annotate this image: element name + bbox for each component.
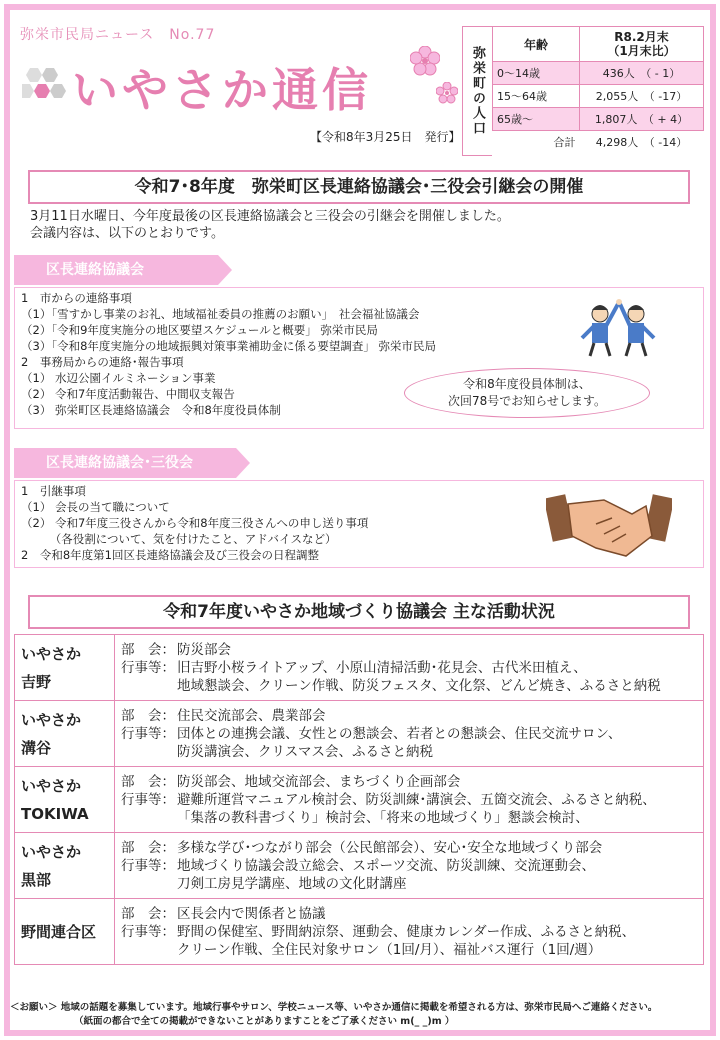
list-item: （2）「令和9年度実施分の地区要望スケジュールと概要」 弥栄市民局 [21,323,378,337]
population-col-age: 年齢 [493,27,580,62]
activities-table [14,634,704,965]
population-col-value: R8.2月末 （1月末比） [580,27,704,62]
headline-meeting: 令和7･8年度 弥栄町区長連絡協議会･三役会引継会の開催 [28,170,690,204]
section-tab-council-officers: 区長連絡協議会･三役会 [14,448,236,478]
population-row: 65歳～ 1,807人 （ + 4） [493,108,704,131]
newsletter-title: いやさか通信 [72,63,372,117]
table-row: いやさか 溝谷 部 会： 住民交流部会、農業部会 行事等： 団体との連携会議、女性との懇談会、若者との懇談会、住民交流サロン、 防災講演会、クリスマス会、ふるさと納税 [15,701,704,767]
list-item: （3）「令和8年度実施分の地域振興対策事業補助金に係る要望調査」 弥栄市民局 [21,339,437,353]
cherry-blossom-small-icon [436,82,458,104]
footer-notice: ＜お願い＞ 地域の話題を募集しています。地域行事やサロン、学校ニュース等、いやさか通信に掲載を希望される方は、弥栄市民局へご連絡ください。 （紙面の都合で全ての掲載ができないことがありますことをご了承ください m(_ _)m ） [10,1002,658,1027]
list-item: （2） 令和7年度三役さんから令和8年度三役さんへの申し送り事項 [21,516,369,530]
cherry-blossom-icon [410,46,440,76]
population-table [492,26,704,153]
population-side-label: 弥栄町の人口 [462,26,492,156]
notice-speech-bubble: 令和8年度役員体制は、 次回78号でお知らせします。 [404,368,650,418]
table-row: 野間連合区 部 会： 区長会内で関係者と協議 行事等： 野間の保健室、野間納涼祭、運動会、健康カレンダー作成、ふるさと納税、 クリーン作戦、全住民対象サロン（1回/月）、福祉バス運行（1回/週） [15,899,704,965]
population-total-row: 合計 4,298人 （ -14） [553,136,688,149]
table-row: いやさか 黒部 部 会： 多様な学び･つながり部会（公民館部会）、安心･安全な地域づくり部会 行事等： 地域づくり協議会設立総会、スポーツ交流、防災訓練、交流運動会、 刀剣工房見学講座、地域の文化財講座 [15,833,704,899]
list-item: 2 令和8年度第1回区長連絡協議会及び三役会の日程調整 [21,548,319,562]
list-item: 2 事務局からの連絡･報告事項 [21,355,184,369]
series-label: 弥栄市民局ニュース No.77 [20,27,216,43]
list-item: 1 引継事項 [21,484,86,498]
table-row: いやさか 吉野 部 会： 防災部会 行事等： 旧吉野小桜ライトアップ、小原山清掃活動･花見会、古代米田植え、 地域懇談会、クリーン作戦、防災フェスタ、文化祭、どんど焼き、ふるさと納税 [15,635,704,701]
list-item: （各役割について、気を付けたこと、アドバイスなど） [21,532,337,546]
list-item: （3） 弥栄町区長連絡協議会 令和8年度役員体制 [21,403,281,417]
hexagon-logo-icon [22,66,70,106]
population-row: 15～64歳 2,055人 （ -17） [493,85,704,108]
intro-text: 3月11日水曜日、今年度最後の区長連絡協議会と三役会の引継会を開催しました。 会議内容は、以下のとおりです。 [30,209,510,241]
headline-activities: 令和7年度いやさか地域づくり協議会 主な活動状況 [28,595,690,629]
handshake-icon [546,484,672,564]
list-item: （1） 会長の当て職について [21,500,170,514]
list-item: （2） 令和7年度活動報告、中間収支報告 [21,387,235,401]
section-tab-council: 区長連絡協議会 [14,255,218,285]
high-five-people-icon [572,296,664,358]
issue-date: 【令和8年3月25日 発行】 [310,130,461,144]
list-item: （1）「雪すかし事業のお礼、地域福祉委員の推薦のお願い」 社会福祉協議会 [21,307,420,321]
list-item: （1） 水辺公園イルミネーション事業 [21,371,216,385]
population-row: 0～14歳 436人 （ - 1） [493,62,704,85]
table-row: いやさか TOKIWA 部 会： 防災部会、地域交流部会、まちづくり企画部会 行事等： 避難所運営マニュアル検討会、防災訓練･講演会、五箇交流会、ふるさと納税、 「集落の教科書づくり」検討会、「将来の地域づくり」懇談会検討、 [15,767,704,833]
list-item: 1 市からの連絡事項 [21,291,132,305]
